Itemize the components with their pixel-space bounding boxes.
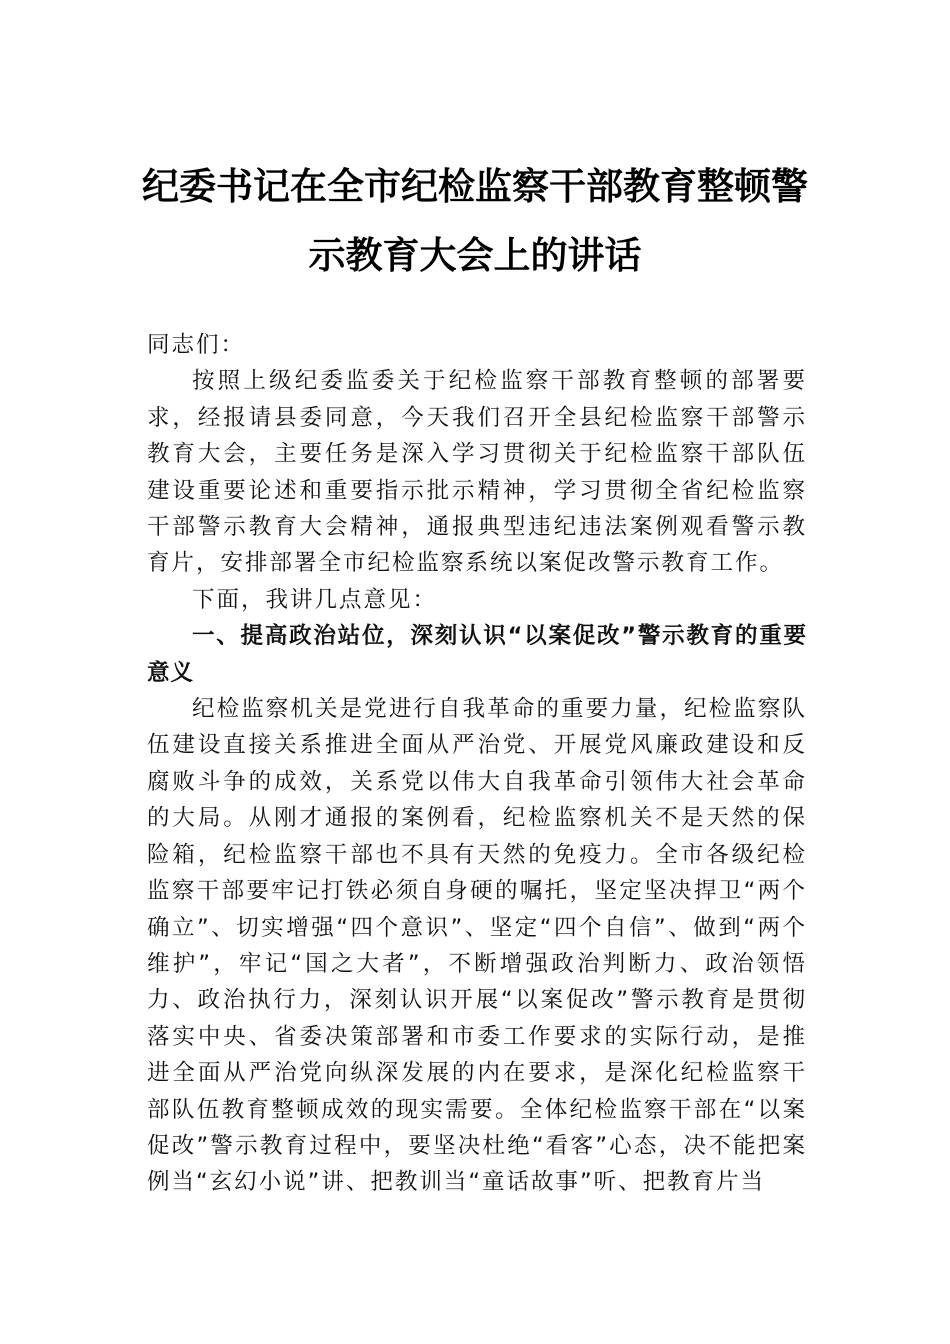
document-title-line-1: 纪委书记在全市纪检监察干部教育整顿警 xyxy=(142,164,808,208)
paragraph-opinions: 下面，我讲几点意见： xyxy=(192,586,438,613)
document-title-line-2: 示教育大会上的讲话 xyxy=(308,233,642,277)
salutation: 同志们： xyxy=(147,332,246,358)
paragraph-intro: 按照上级纪委监委关于纪检监察干部教育整顿的部署要求，经报请县委同意，今天我们召开全县纪检监察干部警示教育大会，主要任务是深入学习贯彻关于纪检监察干部队伍建设重要论述和重要指示批示精神，学习贯彻全省纪检监察干部警示教育大会精神，通报典型违纪违法案例观看警示教育片，安排部署全市纪检监察系统以案促改警示教育工作。 xyxy=(147,368,807,577)
paragraph-section-1: 纪检监察机关是党进行自我革命的重要力量，纪检监察队伍建设直接关系推进全面从严治党、开展党风廉政建设和反腐败斗争的成效，关系党以伟大自我革命引领伟大社会革命的大局。从刚才通报的案例看，纪检监察机关不是天然的保险箱，纪检监察干部也不具有天然的免疫力。全市各级纪检监察干部要牢记打铁必须自身硬的嘱托，坚定坚决捍卫“两个确立”、切实增强“四个意识”、坚定“四个自信”、做到“两个维护”，牢记“国之大者”，不断增强政治判断力、政治领悟力、政治执行力，深刻认识开展“以案促改”警示教育是贯彻落实中央、省委决策部署和市委工作要求的实际行动，是推进全面从严治党向纵深发展的内在要求，是深化纪检监察干部队伍教育整顿成效的现实需要。全体纪检监察干部在“以案促改”警示教育过程中，要坚决杜绝“看客”心态，决不能把案例当“玄幻小说”讲、把教训当“童话故事”听、把教育片当 xyxy=(147,696,807,1196)
document-body xyxy=(147,327,807,1201)
section-heading-1: 一、提高政治站位，深刻认识“以案促改”警示教育的重要意义 xyxy=(147,623,807,686)
